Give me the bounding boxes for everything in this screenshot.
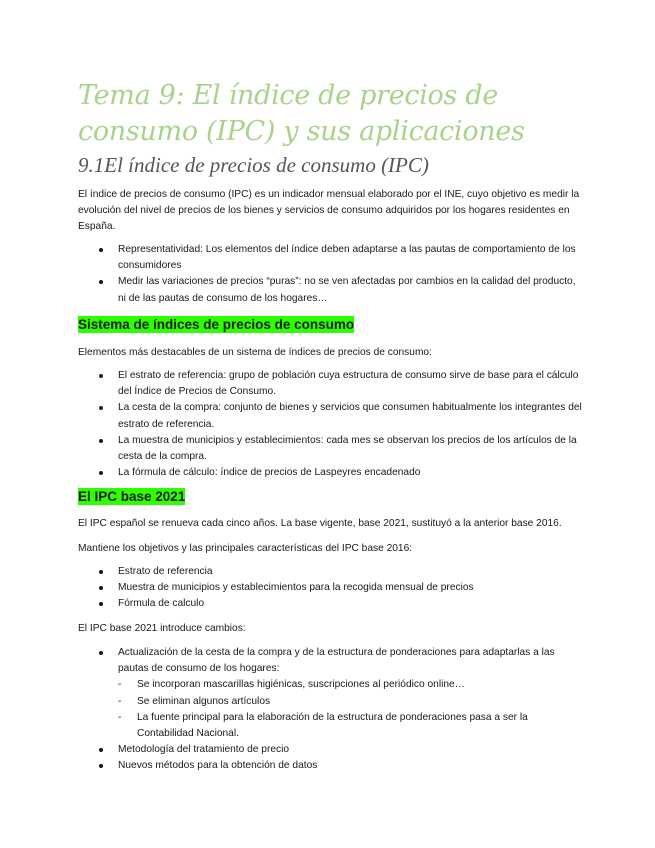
list-item: La cesta de la compra: conjunto de bienes y servicios que consumen habitualmente los integrantes del estrato de referencia.	[78, 400, 583, 432]
list-item: La fórmula de cálculo: índice de precios de Laspeyres encadenado	[78, 465, 583, 481]
ipc2021-keep-list	[78, 564, 583, 613]
sub-list-item: - Se eliminan algunos artículos	[118, 694, 583, 710]
list-item: Representatividad: Los elementos del índice deben adaptarse a las pautas de comportamiento de los consumidores	[78, 242, 583, 274]
list-item: Medir las variaciones de precios “puras”: no se ven afectadas por cambios en la calidad del producto, ni de las pautas de consumo de los hogares…	[78, 274, 583, 306]
dash-icon: -	[118, 695, 122, 707]
ipc2021-paragraph-1: El IPC español se renueva cada cinco años. La base vigente, base 2021, sustituyó a la anterior base 2016.	[78, 518, 562, 529]
intro-paragraph: El índice de precios de consumo (IPC) es un indicador mensual elaborado por el INE, cuyo objetivo es medir la evolución del nivel de precios de los bienes y servicios de consumo adquiridos por los hogares residentes en España.	[78, 189, 580, 233]
dash-icon: -	[118, 711, 122, 723]
bullet-icon	[99, 602, 103, 606]
list-item: La muestra de municipios y establecimientos: cada mes se observan los precios de los artículos de la cesta de la compra.	[78, 433, 583, 465]
bullet-icon	[99, 764, 103, 768]
list-item: Metodología del tratamiento de precio	[78, 742, 583, 758]
bullet-icon	[99, 248, 103, 252]
bullet-icon	[99, 748, 103, 752]
sub-list-item: - Se incorporan mascarillas higiénicas, suscripciones al periódico online…	[118, 677, 583, 693]
bullet-icon	[99, 280, 103, 284]
section-heading: 9.1El índice de precios de consumo (IPC)	[78, 153, 429, 177]
list-item: El estrato de referencia: grupo de población cuya estructura de consumo sirve de base para el cálculo del Índice de Precios de Consumo.	[78, 368, 583, 400]
list-item: Fórmula de calculo	[78, 596, 583, 612]
list-item: Estrato de referencia	[78, 564, 583, 580]
sistema-lead: Elementos más destacables de un sistema de índices de precios de consumo:	[78, 347, 432, 358]
bullet-icon	[99, 439, 103, 443]
ipc2021-heading: El IPC base 2021	[78, 489, 186, 504]
list-item: Actualización de la cesta de la compra y de la estructura de ponderaciones para adaptarlas a las pautas de consumo de los hogares: - Se incorporan mascarillas higiénicas, suscripciones al periódico online… - Se eliminan algunos artículos - La fuente principal para la elaboración de la estructura de ponderaciones pasa a ser la Contabilidad Nacional.	[78, 645, 583, 742]
sub-list-item: - La fuente principal para la elaboración de la estructura de ponderaciones pasa a ser la Contabilidad Nacional.	[118, 711, 528, 740]
bullet-icon	[99, 406, 103, 410]
ipc2021-changes-list	[78, 645, 583, 775]
list-item: Nuevos métodos para la obtención de datos	[78, 758, 583, 774]
ipc2021-paragraph-3: El IPC base 2021 introduce cambios:	[78, 623, 246, 634]
bullet-icon	[99, 586, 103, 590]
sub-list	[118, 677, 583, 742]
dash-icon: -	[118, 679, 122, 691]
bullet-icon	[99, 570, 103, 574]
list-item: Muestra de municipios y establecimientos para la recogida mensual de precios	[78, 580, 583, 596]
bullet-icon	[99, 651, 103, 655]
bullet-icon	[99, 471, 103, 475]
document-title: Tema 9: El índice de precios de consumo (IPC) y sus aplicaciones	[78, 80, 525, 147]
sistema-bullet-list	[78, 368, 583, 481]
ipc2021-paragraph-2: Mantiene los objetivos y las principales características del IPC base 2016:	[78, 543, 413, 554]
sistema-heading: Sistema de índices de precios de consumo	[78, 317, 355, 332]
intro-bullet-list	[78, 242, 583, 307]
bullet-icon	[99, 374, 103, 378]
